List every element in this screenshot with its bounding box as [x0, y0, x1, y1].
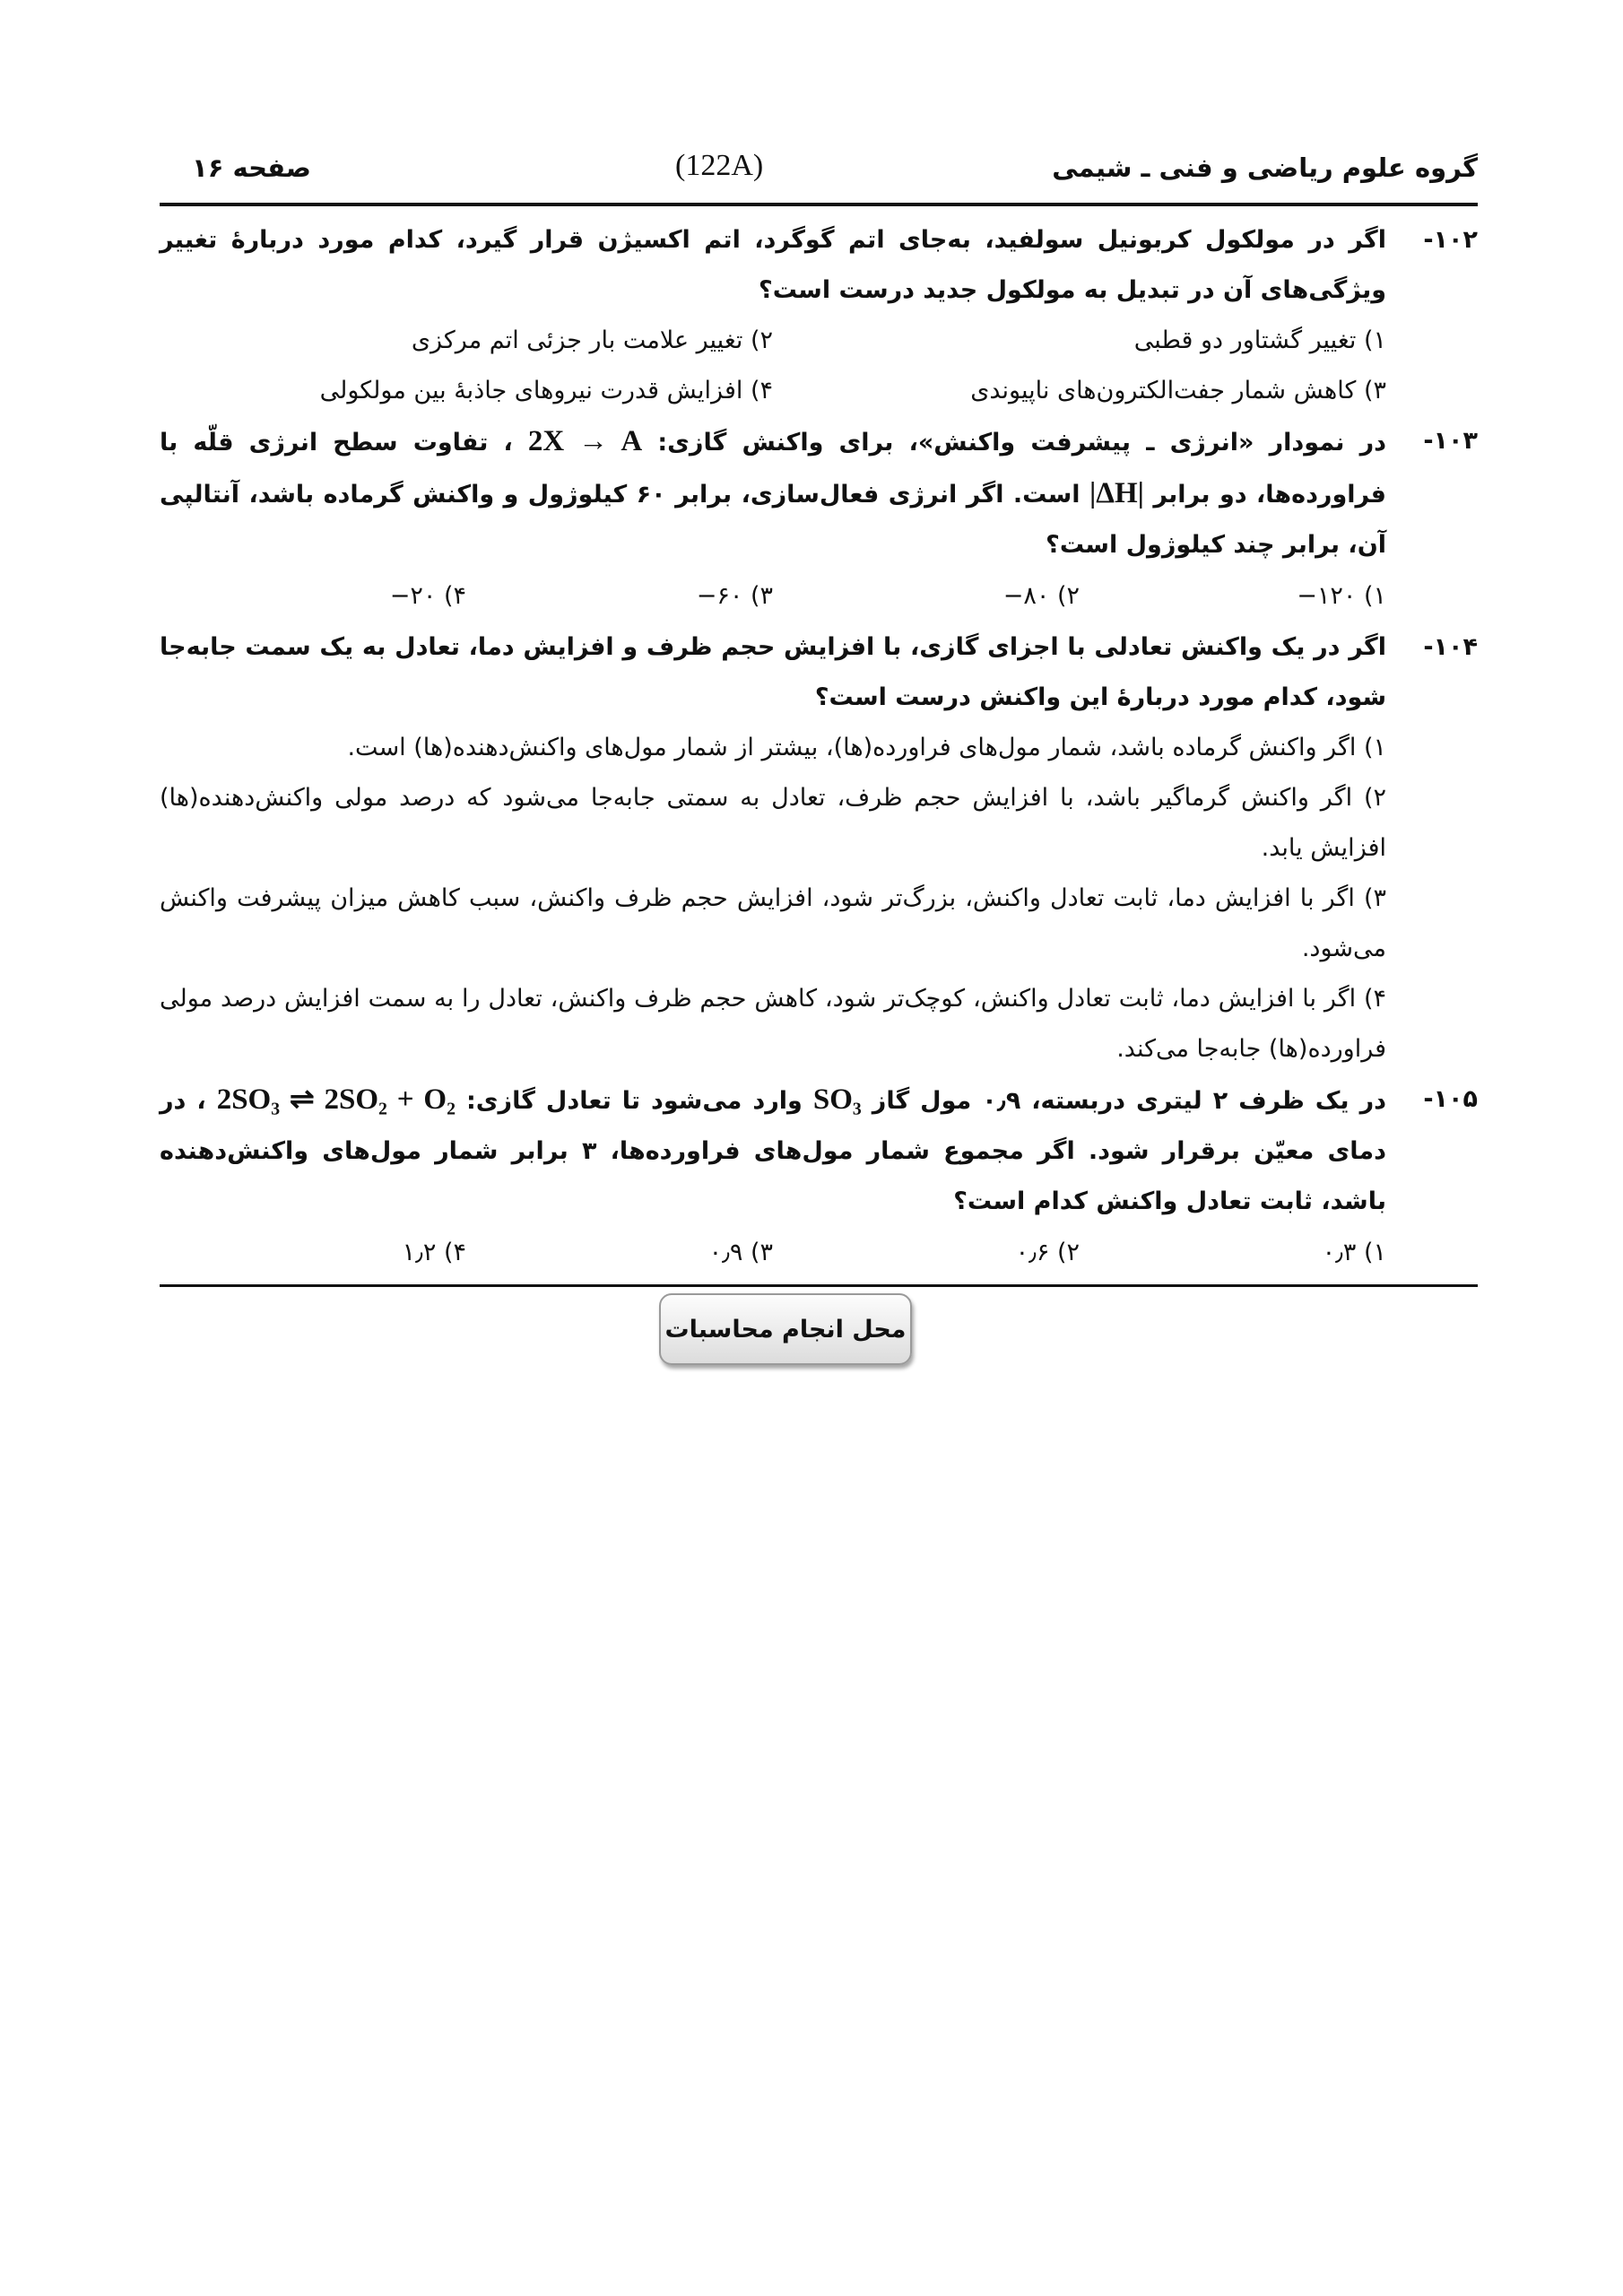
option-2[interactable]: ۲) ۰٫۶	[1015, 1239, 1080, 1266]
page-header	[160, 144, 1478, 203]
gas-formula: SO₃	[812, 1083, 862, 1116]
option-4[interactable]: ۴) ۲۰−	[389, 582, 466, 610]
question-stem	[160, 1074, 1386, 1227]
option-1[interactable]: ۱) ۰٫۳	[1322, 1239, 1386, 1266]
page-number: صفحه ۱۶	[192, 152, 311, 183]
options	[160, 316, 1386, 416]
stem-part-1: در نمودار «انرژی ـ پیشرفت واکنش»، برای واکنش گازی:	[657, 429, 1386, 457]
calculation-area-label: محل انجام محاسبات	[659, 1293, 912, 1365]
equilibrium-equation: 2SO₃ ⇌ 2SO₂ + O₂	[216, 1083, 456, 1116]
stem-part-3: ، در دمای معیّن برقرار شود. اگر مجموع شمار مول‌های فراورده‌ها، ۳ برابر شمار مول‌های واکنش‌دهنده باشد، ثابت تعادل واکنش کدام است؟	[160, 1087, 1386, 1215]
header-divider	[160, 203, 1478, 206]
option-3[interactable]: ۳) اگر با افزایش دما، ثابت تعادل واکنش، بزرگ‌تر شود، افزایش حجم ظرف واکنش، سبب کاهش میزان پیشرفت واکنش می‌شود.	[160, 884, 1386, 962]
bottom-divider	[160, 1284, 1478, 1287]
subject-title: گروه علوم ریاضی و فنی ـ شیمی	[1052, 152, 1478, 183]
question-number: ۱۰۴-	[1423, 633, 1478, 661]
stem-part-1: در یک ظرف ۲ لیتری دربسته، ۰٫۹ مول گاز	[872, 1087, 1386, 1115]
option-1[interactable]: ۱) اگر واکنش گرماده باشد، شمار مول‌های فراورده(ها)، بیشتر از شمار مول‌های واکنش‌دهنده(ها) است.	[347, 734, 1386, 761]
question-stem: اگر در یک واکنش تعادلی با اجزای گازی، با افزایش حجم ظرف و افزایش دما، تعادل به یک سمت جابه‌جا شود، کدام مورد دربارهٔ این واکنش درست است؟	[160, 633, 1386, 711]
option-1[interactable]: ۱) تغییر گشتاور دو قطبی	[1133, 326, 1386, 354]
reaction-equation: 2X → A	[527, 425, 643, 457]
question-103	[160, 416, 1478, 622]
option-2[interactable]: ۲) اگر واکنش گرماگیر باشد، با افزایش حجم ظرف، تعادل به سمتی جابه‌جا می‌شود که درصد مولی واکنش‌دهنده(ها) افزایش یابد.	[160, 784, 1386, 862]
option-3[interactable]: ۳) ۰٫۹	[708, 1239, 773, 1266]
question-number: ۱۰۵-	[1423, 1085, 1478, 1113]
question-104	[160, 622, 1478, 1074]
question-number: ۱۰۲-	[1423, 226, 1478, 254]
question-105	[160, 1074, 1478, 1279]
question-stem: اگر در مولکول کربونیل سولفید، به‌جای اتم گوگرد، اتم اکسیژن قرار گیرد، کدام مورد دربارهٔ تغییر ویژگی‌های آن در تبدیل به مولکول جدید درست است؟	[160, 226, 1386, 304]
questions-list	[160, 215, 1478, 1279]
option-4[interactable]: ۴) ۱٫۲	[402, 1239, 466, 1266]
question-number: ۱۰۳-	[1423, 427, 1478, 455]
question-102	[160, 215, 1478, 416]
option-2[interactable]: ۲) تغییر علامت بار جزئی اتم مرکزی	[411, 326, 773, 354]
option-3[interactable]: ۳) ۶۰−	[696, 582, 773, 610]
options	[160, 1227, 1386, 1279]
delta-h-symbol: |ΔH|	[1089, 477, 1144, 509]
option-2[interactable]: ۲) ۸۰−	[1002, 582, 1080, 610]
options	[160, 723, 1386, 1074]
booklet-code: (122A)	[675, 149, 764, 182]
option-4[interactable]: ۴) افزایش قدرت نیروهای جاذبهٔ بین مولکولی	[319, 377, 773, 404]
options	[160, 570, 1386, 622]
option-1[interactable]: ۱) ۱۲۰−	[1297, 582, 1386, 610]
question-stem	[160, 416, 1386, 570]
option-3[interactable]: ۳) کاهش شمار جفت‌الکترون‌های ناپیوندی	[970, 377, 1386, 404]
stem-part-3: است. اگر انرژی فعال‌سازی، برابر ۶۰ کیلوژول و واکنش گرماده باشد، آنتالپی آن، برابر چند کیلوژول است؟	[160, 481, 1386, 559]
stem-part-2: وارد می‌شود تا تعادل گازی:	[465, 1087, 803, 1115]
option-4[interactable]: ۴) اگر با افزایش دما، ثابت تعادل واکنش، کوچک‌تر شود، کاهش حجم ظرف واکنش، تعادل را به سمت افزایش درصد مولی فراورده(ها) جابه‌جا می‌کند.	[160, 985, 1386, 1063]
stem-part-2: ، تفاوت سطح انرژی قلّه با فراورده‌ها، دو برابر	[160, 429, 1386, 509]
